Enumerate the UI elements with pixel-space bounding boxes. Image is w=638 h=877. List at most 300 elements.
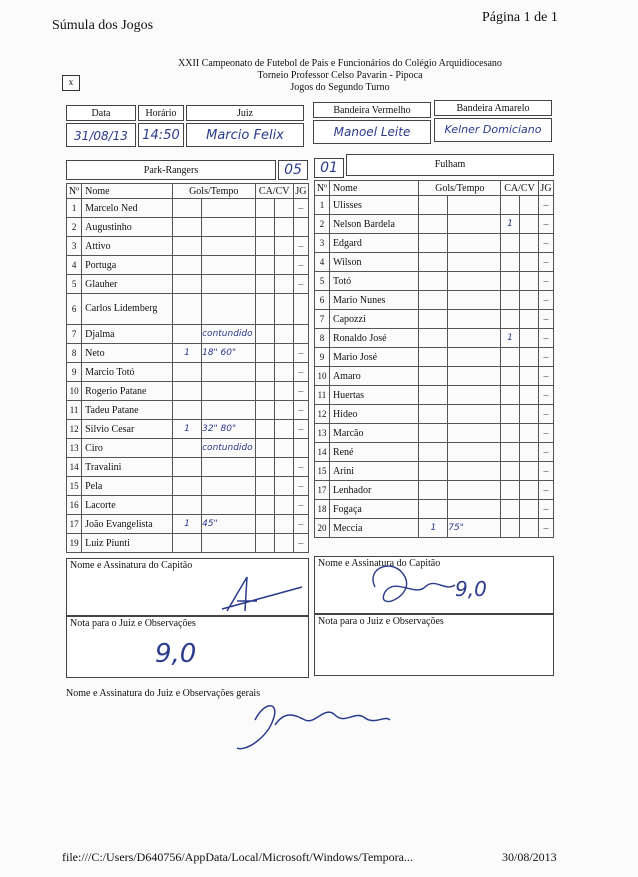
flag-red-value: Manoel Leite: [333, 125, 411, 139]
player-goal-time: 75": [448, 519, 501, 538]
player-goals: [172, 237, 201, 256]
player-name: Lenhador: [329, 481, 418, 500]
date-label-box: [66, 105, 136, 121]
player-jg: –: [538, 481, 553, 500]
player-number: 10: [67, 382, 82, 401]
player-jg: –: [538, 405, 553, 424]
championship-titles: [60, 58, 620, 94]
home-roster-header: [67, 184, 309, 199]
player-goals: [419, 481, 448, 500]
player-name: Amaro: [329, 367, 418, 386]
player-goal-time: [448, 253, 501, 272]
player-name: Meccia: [329, 519, 418, 538]
player-number: 13: [67, 439, 82, 458]
player-goal-time: [202, 256, 255, 275]
player-row: [315, 272, 554, 291]
player-card-a: [255, 256, 274, 275]
player-card-a: [501, 253, 520, 272]
player-name: Rogerio Patane: [82, 382, 173, 401]
player-jg: –: [538, 272, 553, 291]
player-row: [315, 215, 554, 234]
flag-red-value-box: [313, 120, 431, 144]
referee-section-label: Nome e Assinatura do Juiz e Observações gerais: [66, 688, 261, 699]
player-jg: –: [293, 515, 308, 534]
player-note: contundido: [202, 439, 255, 458]
player-jg: –: [538, 462, 553, 481]
player-card-a: [255, 294, 274, 325]
player-number: 18: [315, 500, 330, 519]
player-goal-time: [448, 234, 501, 253]
player-goal-time: [448, 310, 501, 329]
player-goals: [172, 294, 201, 325]
player-name: Wilson: [329, 253, 418, 272]
player-row: [67, 496, 309, 515]
referee-signature: [225, 690, 395, 760]
player-jg: –: [293, 344, 308, 363]
player-goals: 1: [172, 344, 201, 363]
title-line-2: Torneio Professor Celso Pavarin - Pipoca: [257, 70, 423, 81]
player-row: [67, 534, 309, 553]
player-card-a: [501, 405, 520, 424]
player-card-a: [501, 424, 520, 443]
player-card-b: [274, 275, 293, 294]
player-name: Augustinho: [82, 218, 173, 237]
away-captain-box: [314, 556, 554, 614]
player-card-b: [274, 496, 293, 515]
player-goal-time: [202, 477, 255, 496]
player-card-b: [274, 363, 293, 382]
player-row: [315, 329, 554, 348]
num-header: Nº: [315, 181, 330, 196]
player-goal-time: 18" 60": [202, 344, 255, 363]
player-card-a: [255, 344, 274, 363]
player-card-a: [501, 234, 520, 253]
player-jg: [293, 439, 308, 458]
player-goals: [419, 329, 448, 348]
player-number: 16: [67, 496, 82, 515]
player-card-b: [274, 199, 293, 218]
player-jg: –: [293, 534, 308, 553]
player-goals: [419, 500, 448, 519]
away-team-name: Fulham: [434, 159, 466, 170]
player-jg: –: [538, 234, 553, 253]
player-card-b: [274, 382, 293, 401]
flag-yellow-value: Kelner Domiciano: [444, 123, 542, 136]
player-number: 7: [67, 325, 82, 344]
flag-red-label-box: [313, 102, 431, 118]
player-jg: –: [538, 329, 553, 348]
player-card-a: 1: [501, 329, 520, 348]
player-number: 3: [315, 234, 330, 253]
flag-yellow-label: Bandeira Amarelo: [456, 103, 530, 114]
player-goals: [172, 439, 201, 458]
player-number: 14: [67, 458, 82, 477]
player-row: [315, 462, 554, 481]
flag-red-label: Bandeira Vermelho: [333, 105, 411, 116]
player-card-a: [255, 496, 274, 515]
player-jg: –: [293, 477, 308, 496]
player-name: Attivo: [82, 237, 173, 256]
player-row: [315, 405, 554, 424]
player-name: Luiz Piunti: [82, 534, 173, 553]
player-number: 10: [315, 367, 330, 386]
date-value: 31/08/13: [74, 129, 128, 143]
player-row: [67, 199, 309, 218]
player-name: Huertas: [329, 386, 418, 405]
player-goals: 1: [419, 519, 448, 538]
player-row: [67, 382, 309, 401]
player-card-b: [274, 458, 293, 477]
title-line-1: XXII Campeonato de Futebol de Pais e Funcionários do Colégio Arquidiocesano: [178, 58, 502, 69]
player-name: Ronaldo José: [329, 329, 418, 348]
time-value: 14:50: [142, 128, 180, 143]
player-goal-time: [448, 443, 501, 462]
player-goals: [172, 477, 201, 496]
player-card-a: [255, 382, 274, 401]
player-card-a: 1: [501, 215, 520, 234]
player-jg: –: [538, 386, 553, 405]
player-goal-time: [202, 199, 255, 218]
player-card-b: [520, 291, 539, 310]
player-goal-time: 45": [202, 515, 255, 534]
footer-path: file:///C:/Users/D640756/AppData/Local/Microsoft/Windows/Tempora...: [62, 850, 413, 864]
player-name: Portuga: [82, 256, 173, 275]
player-goal-time: [448, 367, 501, 386]
player-name: Tadeu Patane: [82, 401, 173, 420]
player-goals: [172, 256, 201, 275]
player-goals: [419, 405, 448, 424]
player-card-b: [274, 420, 293, 439]
player-card-a: [255, 325, 274, 344]
away-score-box: [314, 158, 344, 178]
player-goal-time: [448, 481, 501, 500]
player-number: 17: [67, 515, 82, 534]
home-team-box: [66, 160, 276, 180]
home-score: 05: [284, 162, 302, 178]
player-card-b: [520, 519, 539, 538]
player-goals: [419, 310, 448, 329]
player-card-a: [255, 477, 274, 496]
player-name: Djalma: [82, 325, 173, 344]
player-name: Hideo: [329, 405, 418, 424]
player-goals: [419, 424, 448, 443]
home-notes-label: Nota para o Juiz e Observações: [70, 618, 196, 629]
player-card-b: [520, 462, 539, 481]
away-notes-box: [314, 614, 554, 676]
player-card-b: [520, 329, 539, 348]
away-team-box: [346, 154, 554, 176]
doc-title: Súmula dos Jogos: [52, 18, 154, 33]
player-name: Neto: [82, 344, 173, 363]
player-name: Glauher: [82, 275, 173, 294]
player-jg: –: [538, 348, 553, 367]
player-card-b: [520, 196, 539, 215]
player-number: 6: [315, 291, 330, 310]
player-card-a: [501, 291, 520, 310]
player-goal-time: [448, 272, 501, 291]
player-name: Capozzi: [329, 310, 418, 329]
player-row: [67, 401, 309, 420]
player-jg: –: [538, 310, 553, 329]
player-number: 4: [315, 253, 330, 272]
player-goals: [172, 325, 201, 344]
footer-date: 30/08/2013: [502, 850, 557, 864]
player-card-b: [520, 348, 539, 367]
player-name: Mario Nunes: [329, 291, 418, 310]
player-jg: –: [293, 256, 308, 275]
player-name: Travalini: [82, 458, 173, 477]
player-card-b: [274, 477, 293, 496]
player-jg: –: [293, 420, 308, 439]
player-name: Fogaça: [329, 500, 418, 519]
player-number: 3: [67, 237, 82, 256]
player-goals: [419, 386, 448, 405]
home-notes-value: 9,0: [155, 639, 197, 669]
player-card-b: [520, 253, 539, 272]
away-captain-label: Nome e Assinatura do Capitão: [318, 558, 441, 569]
player-jg: –: [293, 237, 308, 256]
player-card-b: [520, 443, 539, 462]
player-number: 2: [67, 218, 82, 237]
player-card-a: [255, 515, 274, 534]
home-captain-signature: [217, 571, 307, 615]
player-number: 13: [315, 424, 330, 443]
player-card-b: [520, 215, 539, 234]
player-goal-time: [448, 196, 501, 215]
player-goals: [419, 367, 448, 386]
player-name: Marcão: [329, 424, 418, 443]
player-goal-time: [448, 386, 501, 405]
player-jg: –: [538, 253, 553, 272]
player-number: 4: [67, 256, 82, 275]
name-header: Nome: [329, 181, 418, 196]
referee-label-box: [186, 105, 304, 121]
referee-value: Marcio Felix: [206, 128, 284, 143]
player-row: [67, 294, 309, 325]
player-card-b: [274, 218, 293, 237]
player-card-a: [501, 443, 520, 462]
player-card-a: [501, 519, 520, 538]
player-name: Marcio Totó: [82, 363, 173, 382]
cards-header: CA/CV: [501, 181, 539, 196]
flag-yellow-label-box: [434, 100, 552, 116]
player-row: [67, 515, 309, 534]
player-card-a: [501, 386, 520, 405]
player-number: 17: [315, 481, 330, 500]
player-card-b: [274, 439, 293, 458]
player-number: 8: [315, 329, 330, 348]
player-card-a: [501, 462, 520, 481]
player-goals: [419, 215, 448, 234]
player-card-a: [501, 481, 520, 500]
player-row: [315, 196, 554, 215]
player-name: Nelson Bardela: [329, 215, 418, 234]
player-goal-time: [202, 496, 255, 515]
player-row: [315, 310, 554, 329]
player-goal-time: [448, 215, 501, 234]
player-goal-time: [448, 329, 501, 348]
player-name: Ciro: [82, 439, 173, 458]
player-card-a: [501, 348, 520, 367]
player-note: contundido: [202, 325, 255, 344]
player-number: 15: [315, 462, 330, 481]
player-row: [315, 481, 554, 500]
player-row: [315, 253, 554, 272]
checkbox[interactable]: x: [62, 75, 80, 91]
player-goal-time: [202, 363, 255, 382]
player-number: 12: [67, 420, 82, 439]
player-name: Arini: [329, 462, 418, 481]
player-number: 20: [315, 519, 330, 538]
player-number: 11: [315, 386, 330, 405]
player-goals: [419, 234, 448, 253]
player-row: [315, 234, 554, 253]
player-jg: –: [538, 196, 553, 215]
player-card-a: [255, 218, 274, 237]
jg-header: JG: [293, 184, 308, 199]
player-row: [67, 275, 309, 294]
player-card-b: [274, 515, 293, 534]
player-goals: [419, 253, 448, 272]
player-card-a: [255, 237, 274, 256]
player-jg: –: [538, 215, 553, 234]
player-jg: –: [538, 367, 553, 386]
player-card-a: [255, 363, 274, 382]
player-jg: –: [293, 382, 308, 401]
time-label-box: [138, 105, 184, 121]
player-goal-time: [448, 462, 501, 481]
player-goals: [172, 534, 201, 553]
player-name: João Evangelista: [82, 515, 173, 534]
player-row: [67, 256, 309, 275]
player-card-b: [520, 234, 539, 253]
player-card-a: [255, 534, 274, 553]
player-goal-time: [448, 348, 501, 367]
player-name: Totó: [329, 272, 418, 291]
player-row: [67, 420, 309, 439]
player-name: René: [329, 443, 418, 462]
player-number: 7: [315, 310, 330, 329]
player-row: [315, 500, 554, 519]
away-roster-header: [315, 181, 554, 196]
player-row: [67, 363, 309, 382]
player-goals: [419, 272, 448, 291]
player-card-b: [274, 256, 293, 275]
date-value-box: [66, 123, 136, 147]
goals-header: Gols/Tempo: [419, 181, 501, 196]
player-name: Lacorte: [82, 496, 173, 515]
away-roster-table: [314, 180, 554, 538]
player-goals: [172, 363, 201, 382]
away-captain-note-value: 9,0: [455, 577, 487, 601]
player-card-b: [520, 500, 539, 519]
player-card-a: [255, 458, 274, 477]
player-goals: [172, 199, 201, 218]
player-name: Silvio Cesar: [82, 420, 173, 439]
player-card-b: [520, 481, 539, 500]
player-goal-time: [202, 275, 255, 294]
home-roster-table: [66, 183, 309, 553]
player-number: 5: [67, 275, 82, 294]
player-name: Pela: [82, 477, 173, 496]
jg-header: JG: [540, 182, 552, 194]
cards-header: CA/CV: [255, 184, 293, 199]
player-goals: 1: [172, 515, 201, 534]
player-jg: [293, 294, 308, 325]
player-card-b: [520, 405, 539, 424]
player-card-b: [274, 237, 293, 256]
player-card-b: [520, 272, 539, 291]
player-card-b: [520, 424, 539, 443]
player-goals: [419, 348, 448, 367]
referee-value-box: [186, 123, 304, 147]
player-row: [67, 325, 309, 344]
player-card-a: [501, 196, 520, 215]
num-header: Nº: [67, 184, 82, 199]
player-number: 2: [315, 215, 330, 234]
home-notes-box: [66, 616, 309, 678]
player-goals: [172, 218, 201, 237]
player-name: Edgard: [329, 234, 418, 253]
player-card-a: [255, 275, 274, 294]
player-goal-time: [202, 294, 255, 325]
player-card-a: [255, 439, 274, 458]
player-card-b: [274, 325, 293, 344]
player-jg: –: [538, 443, 553, 462]
player-goals: [172, 496, 201, 515]
player-row: [315, 424, 554, 443]
player-row: [67, 344, 309, 363]
player-jg: [293, 325, 308, 344]
player-jg: –: [538, 291, 553, 310]
player-card-a: [501, 367, 520, 386]
player-card-b: [520, 367, 539, 386]
player-card-a: [255, 401, 274, 420]
player-goals: [419, 196, 448, 215]
player-row: [315, 386, 554, 405]
player-card-b: [274, 534, 293, 553]
page-number: Página 1 de 1: [482, 10, 558, 25]
player-row: [315, 443, 554, 462]
player-card-b: [520, 386, 539, 405]
player-name: Ulisses: [329, 196, 418, 215]
player-jg: –: [293, 363, 308, 382]
title-line-3: Jogos do Segundo Turno: [290, 82, 390, 93]
player-goals: [419, 462, 448, 481]
player-goal-time: [202, 218, 255, 237]
player-goals: [172, 401, 201, 420]
player-card-b: [520, 310, 539, 329]
player-row: [67, 477, 309, 496]
player-jg: –: [293, 458, 308, 477]
player-name: Carlos Lidemberg: [82, 294, 173, 325]
home-score-box: [278, 160, 308, 180]
player-jg: –: [538, 519, 553, 538]
player-card-a: [501, 310, 520, 329]
player-name: Mario José: [329, 348, 418, 367]
player-goals: [419, 443, 448, 462]
player-goals: [172, 275, 201, 294]
player-goals: [172, 458, 201, 477]
player-row: [67, 237, 309, 256]
player-goal-time: [448, 291, 501, 310]
player-goals: [172, 382, 201, 401]
player-card-b: [274, 344, 293, 363]
player-jg: –: [293, 401, 308, 420]
player-number: 1: [315, 196, 330, 215]
home-team-name: Park-Rangers: [143, 165, 199, 176]
player-goals: 1: [172, 420, 201, 439]
